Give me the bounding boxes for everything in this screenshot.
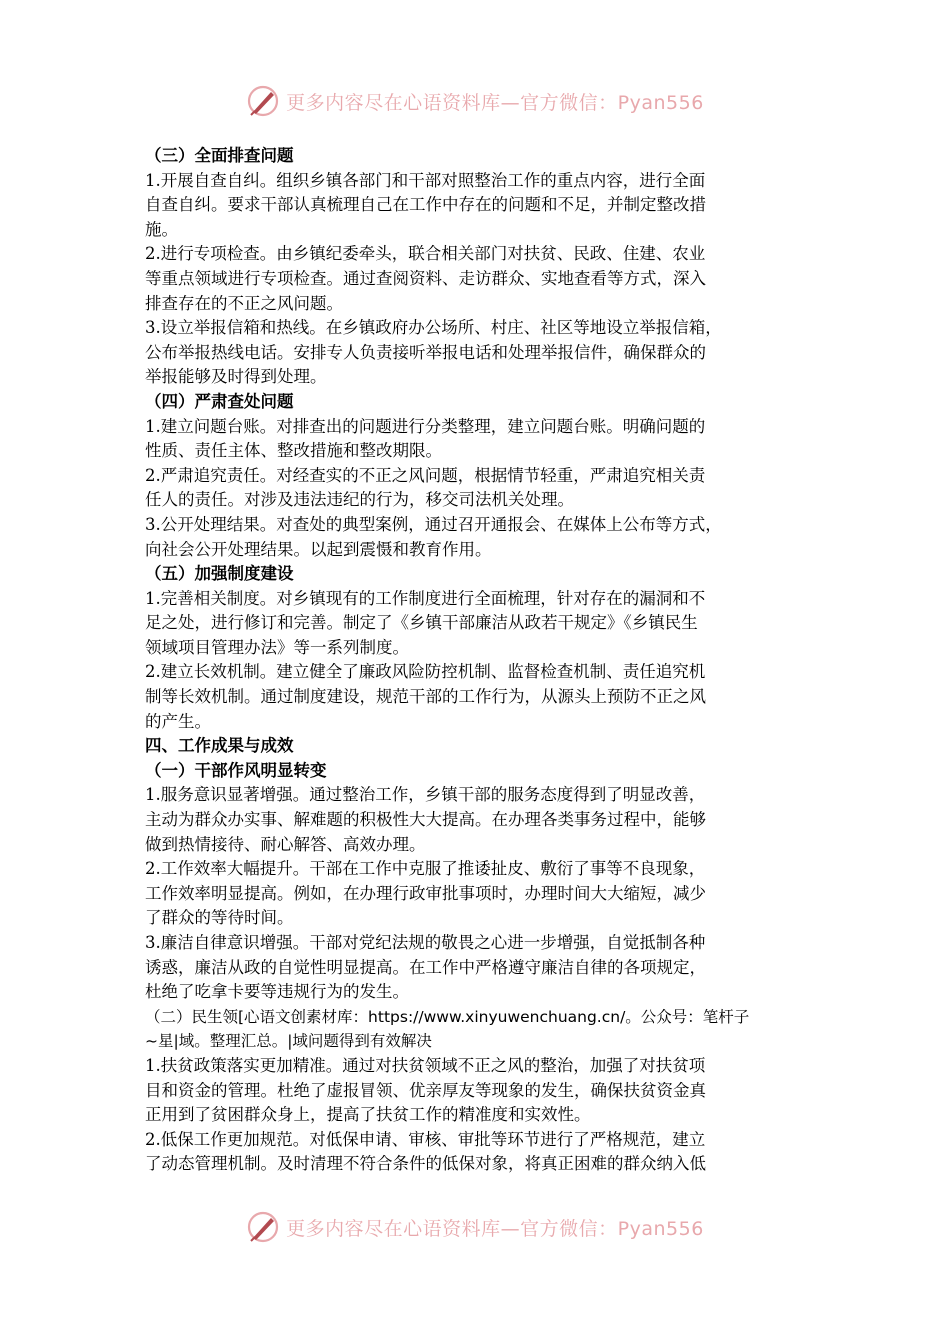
paragraph-line: 1.服务意识显著增强。通过整治工作，乡镇干部的服务态度得到了明显改善， — [145, 785, 706, 805]
paragraph-line: 自查自纠。要求干部认真梳理自己在工作中存在的问题和不足，并制定整改措 — [145, 195, 706, 215]
paragraph-line: 1.开展自查自纠。组织乡镇各部门和干部对照整治工作的重点内容，进行全面 — [145, 170, 706, 190]
paragraph-line: 足之处，进行修订和完善。制定了《乡镇干部廉洁从政若干规定》《乡镇民生 — [145, 613, 698, 633]
paragraph-line: 做到热情接待、耐心解答、高效办理。 — [145, 834, 426, 854]
watermark-text: 更多内容尽在心语资料库—官方微信：Pyan556 — [286, 1217, 704, 1240]
paragraph-line: ~星|域。整理汇总。|域问题得到有效解决 — [145, 1032, 432, 1051]
paragraph-line: 3.公开处理结果。对查处的典型案例，通过召开通报会、在媒体上公布等方式， — [145, 514, 722, 534]
paragraph-line: 工作效率明显提高。例如，在办理行政审批事项时，办理时间大大缩短，减少 — [145, 883, 706, 903]
paragraph-line: 施。 — [145, 219, 178, 239]
paragraph-line: 了动态管理机制。及时清理不符合条件的低保对象，将真正困难的群众纳入低 — [145, 1154, 706, 1174]
paragraph-line: 目和资金的管理。杜绝了虚报冒领、优亲厚友等现象的发生，确保扶贫资金真 — [145, 1080, 706, 1100]
paragraph-line: 了群众的等待时间。 — [145, 908, 294, 928]
section-heading: （五）加强制度建设 — [145, 564, 294, 584]
paragraph-line: 举报能够及时得到处理。 — [145, 367, 327, 387]
quill-pen-logo-icon — [246, 1210, 280, 1244]
section-heading: （三）全面排查问题 — [145, 146, 294, 165]
paragraph-line: 2.工作效率大幅提升。干部在工作中克服了推诿扯皮、敷衍了事等不良现象， — [145, 859, 706, 879]
paragraph-line: 2.进行专项检查。由乡镇纪委牵头，联合相关部门对扶贫、民政、住建、农业 — [145, 244, 706, 264]
section-heading: 四、工作成果与成效 — [145, 736, 294, 756]
paragraph-line: 排查存在的不正之风问题。 — [145, 293, 343, 313]
section-heading: （四）严肃查处问题 — [145, 391, 294, 411]
paragraph-line: 诱惑，廉洁从政的自觉性明显提高。在工作中严格遵守廉洁自律的各项规定， — [145, 957, 706, 977]
paragraph-line: 3.设立举报信箱和热线。在乡镇政府办公场所、村庄、社区等地设立举报信箱， — [145, 318, 722, 338]
paragraph-line: 1.扶贫政策落实更加精准。通过对扶贫领域不正之风的整治，加强了对扶贫项 — [145, 1055, 706, 1075]
paragraph-line: 等重点领域进行专项检查。通过查阅资料、走访群众、实地查看等方式，深入 — [145, 268, 706, 288]
paragraph-line: 任人的责任。对涉及违法违纪的行为，移交司法机关处理。 — [145, 490, 574, 510]
paragraph-line: 3.廉洁自律意识增强。干部对党纪法规的敬畏之心进一步增强，自觉抵制各种 — [145, 933, 706, 952]
paragraph-line: 1.完善相关制度。对乡镇现有的工作制度进行全面梳理，针对存在的漏洞和不 — [145, 588, 706, 608]
section-heading: （一）干部作风明显转变 — [145, 760, 327, 780]
paragraph-line: 公布举报热线电话。安排专人负责接听举报电话和处理举报信件，确保群众的 — [145, 342, 706, 362]
watermark-text: 更多内容尽在心语资料库—官方微信：Pyan556 — [286, 91, 704, 114]
paragraph-line: 2.严肃追究责任。对经查实的不正之风问题，根据情节轻重，严肃追究相关责 — [145, 465, 706, 485]
paragraph-line: 主动为群众办实事、解难题的积极性大大提高。在办理各类事务过程中，能够 — [145, 810, 706, 830]
paragraph-line: 制等长效机制。通过制度建设，规范干部的工作行为，从源头上预防不正之风 — [145, 687, 706, 707]
paragraph-line: 的产生。 — [145, 711, 211, 731]
paragraph-line: 正用到了贫困群众身上，提高了扶贫工作的精准度和实效性。 — [145, 1105, 591, 1125]
document-body — [145, 144, 813, 1177]
paragraph-line: 领域项目管理办法》等一系列制度。 — [145, 637, 409, 657]
header-watermark-banner — [0, 84, 950, 118]
paragraph-line: 1.建立问题台账。对排查出的问题进行分类整理，建立问题台账。明确问题的 — [145, 416, 706, 436]
quill-pen-logo-icon — [246, 84, 280, 118]
footer-watermark-banner — [0, 1210, 950, 1244]
paragraph-line: 向社会公开处理结果。以起到震慑和教育作用。 — [145, 539, 492, 559]
paragraph-line: 2.低保工作更加规范。对低保申请、审核、审批等环节进行了严格规范，建立 — [145, 1129, 706, 1149]
paragraph-line: 杜绝了吃拿卡要等违规行为的发生。 — [145, 982, 409, 1002]
paragraph-line: 性质、责任主体、整改措施和整改期限。 — [145, 441, 442, 461]
paragraph-line: （二）民生领[心语文创素材库：https://www.xinyuwenchuang.cn/。公众号：笔杆子 — [145, 1007, 750, 1026]
paragraph-line: 2.建立长效机制。建立健全了廉政风险防控机制、监督检查机制、责任追究机 — [145, 662, 706, 682]
